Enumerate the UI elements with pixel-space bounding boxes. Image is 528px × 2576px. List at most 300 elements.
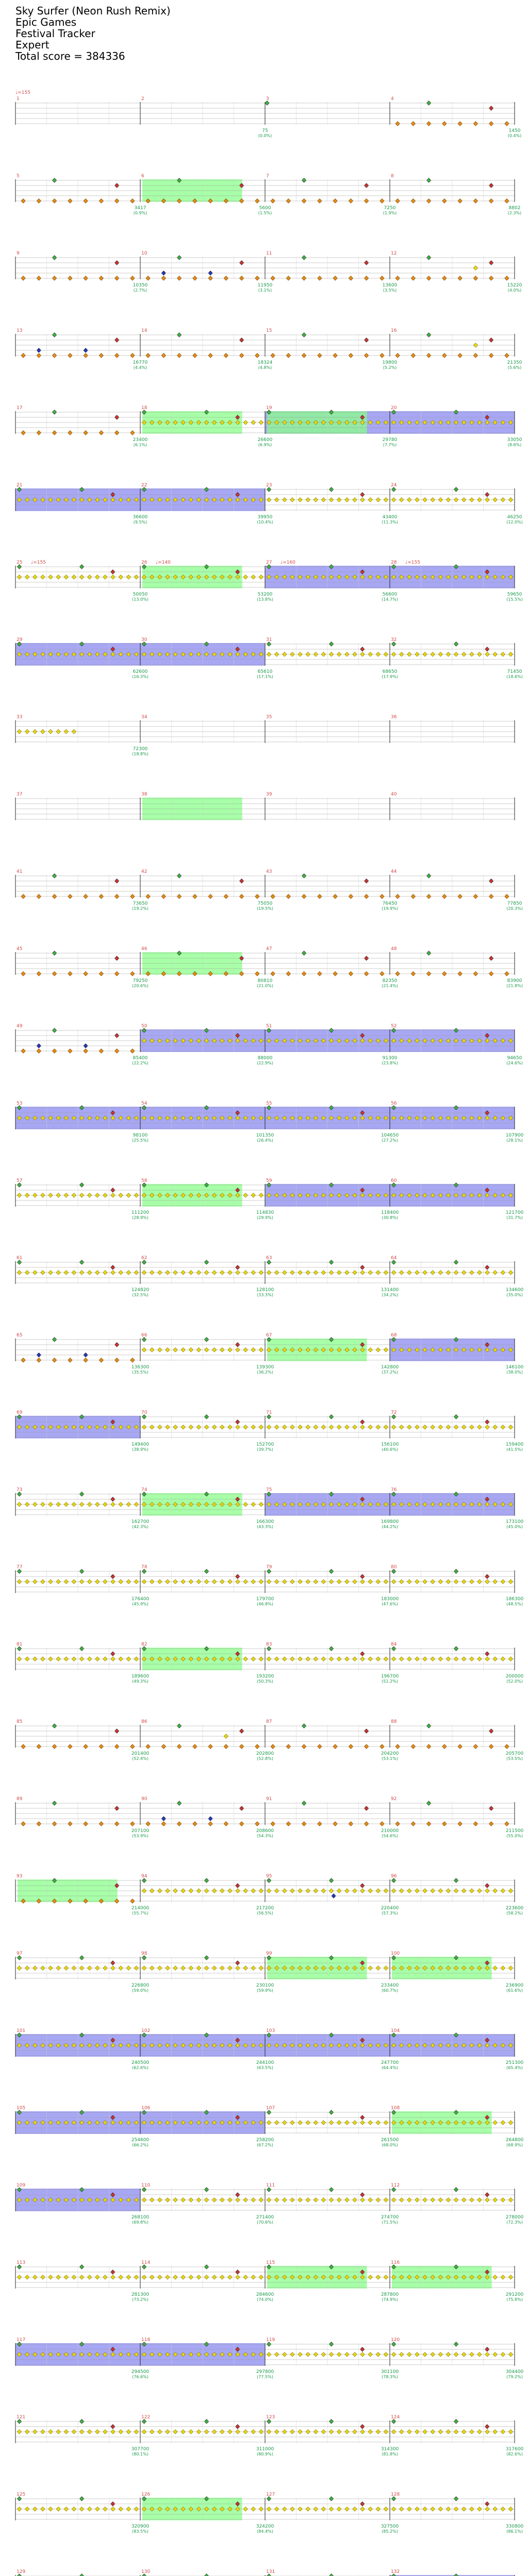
- measure-number: 46: [141, 946, 147, 952]
- staff-row: [15, 1101, 523, 1143]
- measure-number: 125: [16, 2492, 26, 2497]
- score-percent: (32.5%): [132, 1293, 148, 1297]
- score-percent: (4.4%): [133, 365, 147, 370]
- measure-number: 64: [391, 1256, 397, 1261]
- measure-number: 102: [141, 2028, 151, 2033]
- source-name: Festival Tracker: [15, 27, 95, 40]
- cumulative-score: 301100: [381, 2369, 399, 2375]
- cumulative-score: 220400: [381, 1906, 399, 1911]
- staff-row: [15, 715, 515, 756]
- cumulative-score: 202800: [256, 1751, 274, 1756]
- measure-number: 94: [141, 1874, 147, 1879]
- cumulative-score: 131400: [381, 1287, 399, 1293]
- measure-number: 69: [16, 1410, 23, 1415]
- measure-number: 115: [266, 2260, 275, 2265]
- score-percent: (52.0%): [506, 1679, 523, 1684]
- cumulative-score: 142800: [381, 1365, 399, 1370]
- score-percent: (44.2%): [382, 1524, 398, 1529]
- score-percent: (18.6%): [506, 674, 523, 679]
- cumulative-score: 156100: [381, 1442, 399, 1447]
- cumulative-score: 73650: [133, 901, 148, 906]
- measure-number: 66: [141, 1333, 147, 1338]
- tempo-change-label: ♩=140: [156, 560, 171, 565]
- measure-number: 23: [266, 483, 272, 488]
- score-percent: (77.5%): [257, 2375, 273, 2379]
- cumulative-score: 311000: [256, 2447, 274, 2452]
- measure-number: 35: [266, 715, 272, 720]
- score-percent: (2.3%): [507, 211, 522, 215]
- cumulative-score: 76450: [382, 901, 398, 906]
- score-percent: (15.5%): [506, 597, 523, 602]
- cumulative-score: 317600: [505, 2447, 524, 2452]
- score-percent: (78.3%): [382, 2375, 398, 2379]
- cumulative-score: 217200: [256, 1906, 274, 1911]
- score-percent: (22.2%): [132, 1061, 148, 1065]
- cumulative-score: 304400: [505, 2369, 524, 2375]
- cumulative-score: 1450: [508, 128, 521, 133]
- measure-number: 85: [16, 1719, 23, 1724]
- measure-number: 18: [141, 405, 147, 411]
- cumulative-score: 85400: [133, 1056, 148, 1061]
- measure-number: 42: [141, 869, 147, 874]
- measure-number: 8: [391, 174, 394, 179]
- measure-number: 30: [141, 637, 147, 642]
- score-percent: (61.6%): [506, 1988, 523, 1993]
- cumulative-score: 134600: [505, 1287, 524, 1293]
- score-percent: (68.9%): [506, 2143, 523, 2147]
- measure-number: 51: [266, 1024, 272, 1029]
- cumulative-score: 56600: [382, 592, 398, 597]
- cumulative-score: 23400: [133, 437, 148, 443]
- score-percent: (6.9%): [258, 443, 272, 447]
- measure-number: 86: [141, 1719, 147, 1724]
- score-percent: (26.4%): [257, 1138, 273, 1143]
- measure-number: 22: [141, 483, 147, 488]
- measure-number: 88: [391, 1719, 397, 1724]
- score-percent: (13.8%): [257, 597, 273, 602]
- score-percent: (2.7%): [133, 288, 147, 293]
- cumulative-score: 251300: [505, 2060, 524, 2065]
- measure-number: 11: [266, 251, 272, 256]
- measure-number: 60: [391, 1178, 397, 1183]
- tempo-change-label: ♩=160: [280, 560, 295, 565]
- staff-row: [15, 1178, 523, 1220]
- score-percent: (30.8%): [382, 1215, 398, 1220]
- cumulative-score: 169800: [381, 1519, 399, 1524]
- green-note: [79, 2574, 84, 2576]
- score-percent: (41.5%): [506, 1447, 523, 1452]
- staff-row: [15, 2569, 523, 2576]
- measure-number: 100: [391, 1951, 400, 1956]
- measure-number: 126: [141, 2492, 151, 2497]
- cumulative-score: 10350: [133, 283, 148, 288]
- cumulative-score: 65610: [257, 669, 273, 674]
- measure-number: 48: [391, 946, 397, 952]
- staff-row: [15, 251, 522, 293]
- score-percent: (73.2%): [132, 2297, 148, 2302]
- cumulative-score: 204200: [381, 1751, 399, 1756]
- staff-row: [15, 1874, 523, 1916]
- score-percent: (5.6%): [507, 365, 522, 370]
- cumulative-score: 294500: [131, 2369, 150, 2375]
- staff-row: [15, 2106, 523, 2147]
- cumulative-score: 307700: [131, 2447, 150, 2452]
- measure-number: 128: [391, 2492, 400, 2497]
- score-percent: (65.4%): [506, 2065, 523, 2070]
- measure-number: 92: [391, 1797, 397, 1802]
- score-percent: (16.3%): [132, 674, 148, 679]
- cumulative-score: 268100: [131, 2215, 150, 2220]
- staff-row: [15, 946, 523, 988]
- measure-number: 76: [391, 1487, 397, 1493]
- cumulative-score: 53200: [257, 592, 273, 597]
- score-percent: (75.8%): [506, 2297, 523, 2302]
- measure-number: 34: [141, 715, 147, 720]
- score-percent: (48.5%): [506, 1602, 523, 1606]
- score-percent: (20.3%): [506, 906, 523, 911]
- score-percent: (60.7%): [382, 1988, 398, 1993]
- score-percent: (39.7%): [257, 1447, 273, 1452]
- cumulative-score: 8802: [508, 206, 521, 211]
- score-percent: (21.0%): [257, 984, 273, 988]
- measure-number: 93: [16, 1874, 23, 1879]
- score-percent: (40.6%): [382, 1447, 398, 1452]
- staff-row: [15, 869, 523, 911]
- measure-number: 27: [266, 560, 272, 565]
- staff-row: [15, 96, 521, 138]
- score-percent: (31.7%): [506, 1215, 523, 1220]
- score-percent: (72.3%): [506, 2220, 523, 2225]
- measure-number: 81: [16, 1642, 23, 1647]
- staff-row: [15, 1642, 523, 1684]
- cumulative-score: 152700: [256, 1442, 274, 1447]
- cumulative-score: 104650: [381, 1133, 399, 1138]
- measure-number: 123: [266, 2415, 275, 2420]
- measure-number: 41: [16, 869, 23, 874]
- measure-number: 127: [266, 2492, 275, 2497]
- score-percent: (4.0%): [507, 288, 522, 293]
- score-percent: (13.0%): [132, 597, 148, 602]
- score-percent: (42.3%): [132, 1524, 148, 1529]
- score-percent: (55.0%): [506, 1834, 523, 1838]
- score-percent: (85.2%): [382, 2529, 398, 2534]
- cumulative-score: 149400: [131, 1442, 150, 1447]
- staff-row: [15, 2183, 523, 2225]
- measure-number: 90: [141, 1797, 147, 1802]
- cumulative-score: 207100: [131, 1828, 150, 1834]
- measure-number: 58: [141, 1178, 147, 1183]
- cumulative-score: 118400: [381, 1210, 399, 1215]
- measure-number: 47: [266, 946, 272, 952]
- cumulative-score: 278000: [505, 2215, 524, 2220]
- cumulative-score: 19800: [382, 360, 398, 365]
- score-percent: (0.9%): [133, 211, 147, 215]
- cumulative-score: 327500: [381, 2524, 399, 2529]
- measure-number: 19: [266, 405, 272, 411]
- staff-row: [15, 1565, 523, 1606]
- staff-row: [15, 2337, 523, 2379]
- measure-number: 75: [266, 1487, 272, 1493]
- tempo-change-label: ♩=155: [405, 560, 420, 565]
- cumulative-score: 33050: [507, 437, 522, 443]
- measure-number: 68: [391, 1333, 397, 1338]
- measure-number: 74: [141, 1487, 147, 1493]
- cumulative-score: 274700: [381, 2215, 399, 2220]
- score-percent: (1.5%): [258, 211, 272, 215]
- measure-number: 9: [16, 251, 20, 256]
- measure-number: 39: [266, 792, 272, 797]
- score-percent: (0.4%): [507, 133, 522, 138]
- score-percent: (55.7%): [132, 1911, 148, 1916]
- score-percent: (33.3%): [257, 1293, 273, 1297]
- measure-number: 6: [141, 174, 144, 179]
- measure-number: 108: [391, 2106, 400, 2111]
- measure-number: 16: [391, 328, 397, 333]
- cumulative-score: 314300: [381, 2447, 399, 2452]
- score-percent: (84.4%): [257, 2529, 273, 2534]
- cumulative-score: 75: [262, 128, 268, 133]
- cumulative-score: 91300: [382, 1056, 398, 1061]
- score-percent: (57.3%): [382, 1911, 398, 1916]
- measure-number: 71: [266, 1410, 272, 1415]
- measure-number: 29: [16, 637, 23, 642]
- green-note: [329, 2574, 333, 2576]
- cumulative-score: 287800: [381, 2292, 399, 2297]
- score-percent: (45.0%): [506, 1524, 523, 1529]
- measure-number: 111: [266, 2183, 275, 2188]
- cumulative-score: 189600: [131, 1674, 150, 1679]
- cumulative-score: 291200: [505, 2292, 524, 2297]
- score-percent: (3.5%): [383, 288, 397, 293]
- measure-number: 109: [16, 2183, 26, 2188]
- measure-number: 103: [266, 2028, 275, 2033]
- staff-row: [15, 1024, 523, 1065]
- cumulative-score: 121700: [505, 1210, 524, 1215]
- score-percent: (19.5%): [257, 906, 273, 911]
- measure-number: 118: [141, 2337, 151, 2343]
- total-score: Total score = 384336: [15, 50, 125, 62]
- staff-row: [15, 560, 523, 602]
- score-percent: (74.0%): [257, 2297, 273, 2302]
- cumulative-score: 281300: [131, 2292, 150, 2297]
- cumulative-score: 264800: [505, 2138, 524, 2143]
- score-percent: (82.6%): [506, 2452, 523, 2456]
- measure-number: 78: [141, 1565, 147, 1570]
- cumulative-score: 173100: [505, 1519, 524, 1524]
- measure-number: 83: [266, 1642, 272, 1647]
- staff-row: [15, 1333, 523, 1375]
- score-percent: (53.1%): [382, 1756, 398, 1761]
- score-percent: (1.9%): [383, 211, 397, 215]
- measure-number: 65: [16, 1333, 23, 1338]
- cumulative-score: 200000: [505, 1674, 524, 1679]
- measure-number: 31: [266, 637, 272, 642]
- measure-number: 45: [16, 946, 23, 952]
- cumulative-score: 3417: [134, 206, 146, 211]
- cumulative-score: 258200: [256, 2138, 274, 2143]
- cumulative-score: 16770: [133, 360, 148, 365]
- score-percent: (52.8%): [257, 1756, 273, 1761]
- cumulative-score: 183000: [381, 1597, 399, 1602]
- measure-number: 110: [141, 2183, 151, 2188]
- measure-number: 79: [266, 1565, 272, 1570]
- score-percent: (81.8%): [382, 2452, 398, 2456]
- measure-number: 63: [266, 1256, 272, 1261]
- cumulative-score: 111200: [131, 1210, 150, 1215]
- score-percent: (59.0%): [132, 1988, 148, 1993]
- cumulative-score: 146100: [505, 1365, 524, 1370]
- score-percent: (19.9%): [382, 906, 398, 911]
- cumulative-score: 79250: [133, 978, 148, 984]
- measure-number: 122: [141, 2415, 151, 2420]
- score-percent: (52.4%): [132, 1756, 148, 1761]
- staff-row: [15, 1487, 523, 1529]
- score-percent: (8.6%): [507, 443, 522, 447]
- staff-row: [15, 174, 521, 215]
- measure-number: 99: [266, 1951, 272, 1956]
- cumulative-score: 94650: [507, 1056, 522, 1061]
- score-percent: (53.5%): [506, 1756, 523, 1761]
- measure-number: 36: [391, 715, 397, 720]
- staff-row: [15, 483, 523, 524]
- score-percent: (86.1%): [506, 2529, 523, 2534]
- staff-row: [15, 1797, 523, 1838]
- cumulative-score: 284600: [256, 2292, 274, 2297]
- cumulative-score: 254600: [131, 2138, 150, 2143]
- score-percent: (63.5%): [257, 2065, 273, 2070]
- measure-number: 114: [141, 2260, 151, 2265]
- score-percent: (34.2%): [382, 1293, 398, 1297]
- measure-number: 91: [266, 1797, 272, 1802]
- cumulative-score: 72300: [133, 747, 148, 752]
- measure-number: 105: [16, 2106, 26, 2111]
- cumulative-score: 26600: [257, 437, 273, 443]
- cumulative-score: 114830: [256, 1210, 274, 1215]
- staff-row: [15, 2492, 523, 2534]
- measure-number: 33: [16, 715, 23, 720]
- measure-number: 43: [266, 869, 272, 874]
- measure-number: 106: [141, 2106, 151, 2111]
- score-percent: (58.2%): [506, 1911, 523, 1916]
- score-percent: (47.6%): [382, 1602, 398, 1606]
- measure-number: 77: [16, 1565, 23, 1570]
- measure-number: 24: [391, 483, 397, 488]
- score-percent: (53.9%): [132, 1834, 148, 1838]
- cumulative-score: 5600: [259, 206, 271, 211]
- score-percent: (67.2%): [257, 2143, 273, 2147]
- score-percent: (0.0%): [258, 133, 272, 138]
- cumulative-score: 297800: [256, 2369, 274, 2375]
- score-percent: (17.1%): [257, 674, 273, 679]
- score-percent: (46.8%): [257, 1602, 273, 1606]
- tempo-change-label: ♩=155: [31, 560, 46, 565]
- score-percent: (36.2%): [257, 1370, 273, 1375]
- cumulative-score: 36600: [133, 515, 148, 520]
- score-percent: (22.9%): [257, 1061, 273, 1065]
- score-percent: (3.1%): [258, 288, 272, 293]
- measure-number: 72: [391, 1410, 397, 1415]
- score-percent: (45.9%): [132, 1602, 148, 1606]
- staff-row: [15, 1410, 523, 1452]
- measure-number: 61: [16, 1256, 23, 1261]
- score-percent: (59.9%): [257, 1988, 273, 1993]
- cumulative-score: 247700: [381, 2060, 399, 2065]
- score-percent: (38.0%): [506, 1370, 523, 1375]
- score-percent: (23.8%): [382, 1061, 398, 1065]
- score-percent: (62.6%): [132, 2065, 148, 2070]
- score-percent: (74.9%): [382, 2297, 398, 2302]
- measure-number: 3: [266, 96, 269, 101]
- score-percent: (9.5%): [133, 520, 147, 524]
- measure-number: 119: [266, 2337, 275, 2343]
- score-percent: (70.6%): [257, 2220, 273, 2225]
- measure-number: 73: [16, 1487, 23, 1493]
- cumulative-score: 71450: [507, 669, 522, 674]
- cumulative-score: 330800: [505, 2524, 524, 2529]
- score-percent: (17.9%): [382, 674, 398, 679]
- cumulative-score: 11950: [257, 283, 273, 288]
- cumulative-score: 226800: [131, 1983, 150, 1988]
- cumulative-score: 83900: [507, 978, 522, 984]
- score-percent: (54.6%): [382, 1834, 398, 1838]
- score-percent: (25.5%): [132, 1138, 148, 1143]
- cumulative-score: 82350: [382, 978, 398, 984]
- staff-row: [15, 792, 515, 820]
- score-percent: (80.1%): [132, 2452, 148, 2456]
- measure-number: 97: [16, 1951, 23, 1956]
- cumulative-score: 230100: [256, 1983, 274, 1988]
- cumulative-score: 59650: [507, 592, 522, 597]
- song-title: Sky Surfer (Neon Rush Remix): [15, 5, 171, 17]
- cumulative-score: 196700: [381, 1674, 399, 1679]
- measure-number: 112: [391, 2183, 400, 2188]
- measure-number: 49: [16, 1024, 23, 1029]
- score-percent: (80.9%): [257, 2452, 273, 2456]
- measure-number: 4: [391, 96, 394, 101]
- score-percent: (28.9%): [132, 1215, 148, 1220]
- score-percent: (5.2%): [383, 365, 397, 370]
- cumulative-score: 210000: [381, 1828, 399, 1834]
- measure-number: 1: [16, 96, 20, 101]
- green-note: [204, 2574, 208, 2576]
- measure-number: 37: [16, 792, 23, 797]
- song-artist: Epic Games: [15, 16, 77, 28]
- score-percent: (50.3%): [257, 1679, 273, 1684]
- score-percent: (51.2%): [382, 1679, 398, 1684]
- measure-number: 32: [391, 637, 397, 642]
- measure-number: 124: [391, 2415, 400, 2420]
- cumulative-score: 43400: [382, 515, 398, 520]
- score-percent: (38.9%): [132, 1447, 148, 1452]
- score-percent: (35.0%): [506, 1293, 523, 1297]
- score-percent: (29.9%): [257, 1215, 273, 1220]
- cumulative-score: 39950: [257, 515, 273, 520]
- score-percent: (43.3%): [257, 1524, 273, 1529]
- measure-number: 14: [141, 328, 147, 333]
- measure-number: 80: [391, 1565, 397, 1570]
- measure-number: 12: [391, 251, 397, 256]
- measure-number: 25: [16, 560, 23, 565]
- measure-number: 10: [141, 251, 147, 256]
- score-percent: (20.6%): [132, 984, 148, 988]
- score-percent: (79.2%): [506, 2375, 523, 2379]
- score-percent: (68.0%): [382, 2143, 398, 2147]
- cumulative-score: 15220: [507, 283, 522, 288]
- staff-row: [15, 2415, 523, 2456]
- score-percent: (24.6%): [506, 1061, 523, 1065]
- score-percent: (76.6%): [132, 2375, 148, 2379]
- cumulative-score: 128100: [256, 1287, 274, 1293]
